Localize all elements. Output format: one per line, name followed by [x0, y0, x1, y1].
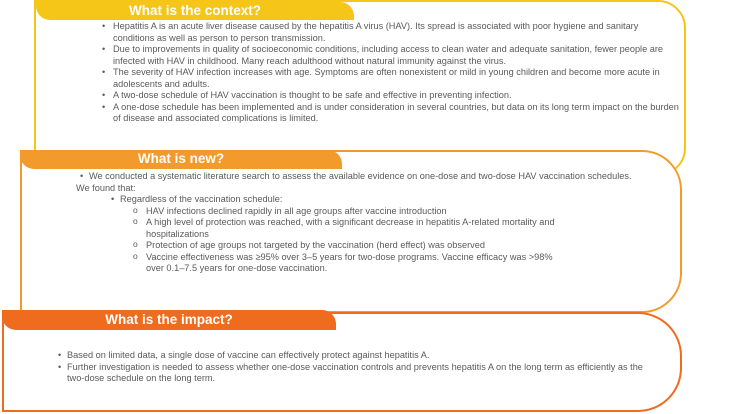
list-item: • A two-dose schedule of HAV vaccination is thought to be safe and effective in preventing infection. [100, 90, 680, 102]
context-header: What is the context? [36, 2, 354, 20]
list-item: • Regardless of the vaccination schedule: [111, 194, 656, 206]
found-label: We found that: [76, 182, 136, 193]
list-item: • Due to improvements in quality of socioeconomic conditions, including access to clean water and adequate sanitation, fewer people are infected with HAV in childhood. Many reach adulthood without natural immunity against the virus. [100, 44, 680, 67]
list-item: • We conducted a systematic literature search to assess the available evidence on one-dose and two-dose HAV vaccination schedules. [80, 171, 656, 183]
impact-content [58, 350, 658, 385]
list-item: • The severity of HAV infection increases with age. Symptoms are often nonexistent or mild in young children and become more acute in adolescents and adults. [100, 67, 680, 90]
sub-list-item: o HAV infections declined rapidly in all age groups after vaccine introduction [131, 206, 571, 218]
list-item: • Further investigation is needed to assess whether one-dose vaccination controls and prevents hepatitis A on the long term as efficiently as the two-dose schedule on the long term. [58, 362, 658, 385]
list-item: • Hepatitis A is an acute liver disease caused by the hepatitis A virus (HAV). Its spread is associated with poor hygiene and sanitary conditions as well as person to person transmission. [100, 21, 680, 44]
impact-header: What is the impact? [2, 310, 336, 330]
sub-list-item: o Vaccine effectiveness was ≥95% over 3–5 years for two-dose programs. Vaccine efficacy was >98% over 0.1–7.5 years for one-dose vaccination. [131, 252, 571, 275]
list-item: • A one-dose schedule has been implemented and is under consideration in several countries, but data on its long term impact on the burden of disease and associated complications is limited. [100, 102, 680, 125]
new-content [76, 171, 656, 275]
new-header: What is new? [20, 150, 342, 169]
context-content [100, 21, 680, 125]
sub-list-item: o Protection of age groups not targeted by the vaccination (herd effect) was observed [131, 240, 571, 252]
list-item: • Based on limited data, a single dose of vaccine can effectively protect against hepatitis A. [58, 350, 658, 362]
sub-list-item: o A high level of protection was reached, with a significant decrease in hepatitis A-related mortality and hospitalizations [131, 217, 571, 240]
